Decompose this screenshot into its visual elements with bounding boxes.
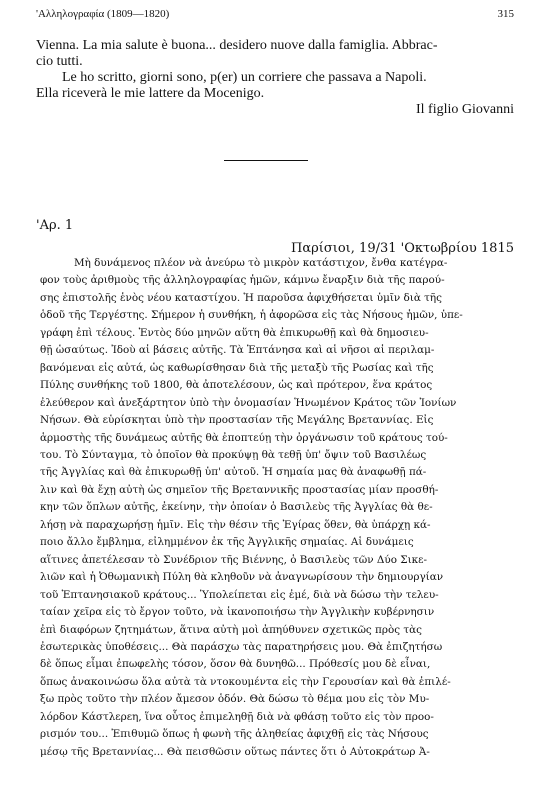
body-line: ποιο ἄλλο ἔμβλημα, εἰλημμένον ἐκ τῆς Ἀγγλικῆς σημαίας. Αἱ δυνάμεις <box>40 536 414 549</box>
body-line: ταίαν χεῖρα εἰς τὸ ἔργον τοῦτο, νὰ ἱκανοποιήσω τὴν Ἀγγλικὴν κυβέρνησιν <box>40 606 435 619</box>
document-number: 'Αρ. 1 <box>36 218 74 233</box>
body-line: ἐλεύθερον καὶ ἀνεξάρτητον ὑπὸ τὴν ὀνομασίαν Ἡνωμένον Κράτος τῶν Ἰονίων <box>40 396 457 409</box>
body-line: τῆς Ἀγγλίας καὶ θὰ ἐπικυρωθῇ ὑπ' αὐτοῦ. Ἡ σημαία μας θὰ ἀναφωθῇ πά- <box>40 466 427 479</box>
body-line: ἐπὶ διαφόρων ζητημάτων, ἅτινα αὐτὴ μοὶ ἀπηύθυνεν σχετικῶς πρὸς τὰς <box>40 623 422 636</box>
body-line: Πύλης συνθήκης τοῦ 1800, θὰ ἀποτελέσουν, ὡς καὶ πρότερον, ἕνα κράτος <box>40 379 433 392</box>
previous-letter-ending <box>36 38 514 102</box>
body-line: σης ἐπιστολῆς ἑνὸς νέου καταστίχου. Ἡ παροῦσα ἀφιχθήσεται ὑμῖν διὰ τῆς <box>40 291 442 304</box>
body-line: ἁρμοστὴς τῆς δυνάμεως αὐτῆς θὰ ἐποπτεύῃ τὴν ὀργάνωσιν τοῦ κράτους τού- <box>40 431 448 444</box>
body-line: Μὴ δυνάμενος πλέον νὰ ἀνεύρω τὸ μικρὸν κατάστιχον, ἔνθα κατέγρα- <box>74 257 448 269</box>
body-line: τοῦ Ἑπτανησιακοῦ κράτους... Ὑπολείπεται εἰς ἐμέ, διὰ νὰ δώσω τὴν τελευ- <box>40 588 439 601</box>
body-line: ἐσωτερικὰς ὑποθέσεις... Θὰ παράσχω τὰς παρατηρήσεις μου. Θὰ ἐπιζητήσω <box>40 640 443 653</box>
body-line: γράφη ἐπὶ τέλους. Ἐντὸς δύο μηνῶν αὕτη θὰ ἐπικυρωθῇ καὶ θὰ δημοσιευ- <box>40 326 429 339</box>
body-line: φον τοὺς ἀριθμοὺς τῆς ἀλληλογραφίας ἡμῶν, κάμνω ἔναρξιν διὰ τῆς παρού- <box>40 274 445 287</box>
letter-line: Ella riceverà le mie lattere da Mocenigo. <box>36 86 265 101</box>
page-number: 315 <box>497 8 514 20</box>
body-line: αἵτινες ἀπετέλεσαν τὸ Συνέδριον τῆς Βιέννης, ὁ Βασιλεὺς τῶν Δύο Σικε- <box>40 553 428 566</box>
letter-line: cio tutti. <box>36 54 83 69</box>
body-line: λιῶν καὶ ἡ Ὀθωμανικὴ Πύλη θὰ κληθοῦν νὰ ἀναγνωρίσουν τὴν δημιουργίαν <box>40 571 444 584</box>
letter-line: Vienna. La mia salute è buona... desidero nuove dalla famiglia. Abbrac- <box>36 38 438 53</box>
body-line: λόρδον Κάστλερεη, ἵνα οὗτος ἐπιμεληθῇ διὰ νὰ φθάσῃ τοῦτο εἰς τὸν προο- <box>40 710 434 723</box>
dateline: Παρίσιοι, 19/31 'Οκτωβρίου 1815 <box>291 241 514 256</box>
signature: Il figlio Giovanni <box>416 102 514 117</box>
body-line: δὲ ὅπως εἶμαι ἐπωφελὴς τόσον, ὅσον θὰ δυνηθῶ... Πρόθεσίς μου δὲ εἶναι, <box>40 658 431 671</box>
body-line: ὁδοῦ τῆς Τεργέστης. Σήμερον ἡ συνθήκη, ἡ ἀφορῶσα εἰς τὰς Νήσους ἡμῶν, ὑπε- <box>40 309 463 322</box>
body-line: ρισμόν του... Ἐπιθυμῶ ὅπως ἡ φωνὴ τῆς ἀληθείας ἀφιχθῇ εἰς τὰς Νήσους <box>40 728 429 741</box>
body-line: θῇ ὡσαύτως. Ἰδοὺ αἱ βάσεις αὐτῆς. Τὰ Ἑπτάνησα καὶ αἱ νῆσοι αἱ περιλαμ- <box>40 344 435 357</box>
body-line: λήσῃ νὰ παραχωρήσῃ ἡμῖν. Εἰς τὴν θέσιν τῆς Ἐγίρας ὅθεν, θὰ ὑπάρχῃ κά- <box>40 518 431 531</box>
body-line: του. Τὸ Σύνταγμα, τὸ ὁποῖον θὰ προκύψῃ θὰ τεθῇ ὑπ' ὄψιν τοῦ Βασιλέως <box>40 448 427 461</box>
body-line: κην τῶν ὅπλων αὐτῆς, ἐκείνην, τὴν ὁποίαν ὁ Βασιλεὺς τῆς Ἀγγλίας θὰ θε- <box>40 501 433 514</box>
running-header <box>36 8 514 22</box>
running-title: 'Αλληλογραφία (1809—1820) <box>36 8 170 20</box>
document-body <box>40 255 514 761</box>
body-line: ὅπως ἀνακοινώσω ὅλα αὐτὰ τὰ ντοκουμέντα εἰς τὴν Γερουσίαν καὶ θὰ ἐπιλέ- <box>40 675 451 688</box>
body-line: βανόμεναι εἰς αὐτά, ὡς καθωρίσθησαν διὰ τῆς μεταξὺ τῆς Ρωσίας καὶ τῆς <box>40 361 434 374</box>
section-divider <box>224 160 308 161</box>
body-line: Νήσων. Θὰ εὑρίσκηται ὑπὸ τὴν προστασίαν τῆς Μεγάλης Βρεταννίας. Εἰς <box>40 414 434 427</box>
body-line: ξω πρὸς τοῦτο τὴν πλέον ἄμεσον ὁδόν. Θὰ δώσω τὸ θέμα μου εἰς τὸν Μυ- <box>40 693 430 706</box>
body-line: μέσῳ τῆς Βρεταννίας... Θὰ πεισθῶσιν οὕτως πάντες ὅτι ὁ Αὐτοκράτωρ Ἀ- <box>40 745 430 758</box>
body-line: λιν καὶ θὰ ἔχῃ αὐτὴ ὡς σημεῖον τῆς Βρεταννικῆς προστασίας μίαν προσθή- <box>40 483 439 496</box>
letter-line: Le ho scritto, giorni sono, p(er) un corriere che passava a Napoli. <box>62 70 427 85</box>
